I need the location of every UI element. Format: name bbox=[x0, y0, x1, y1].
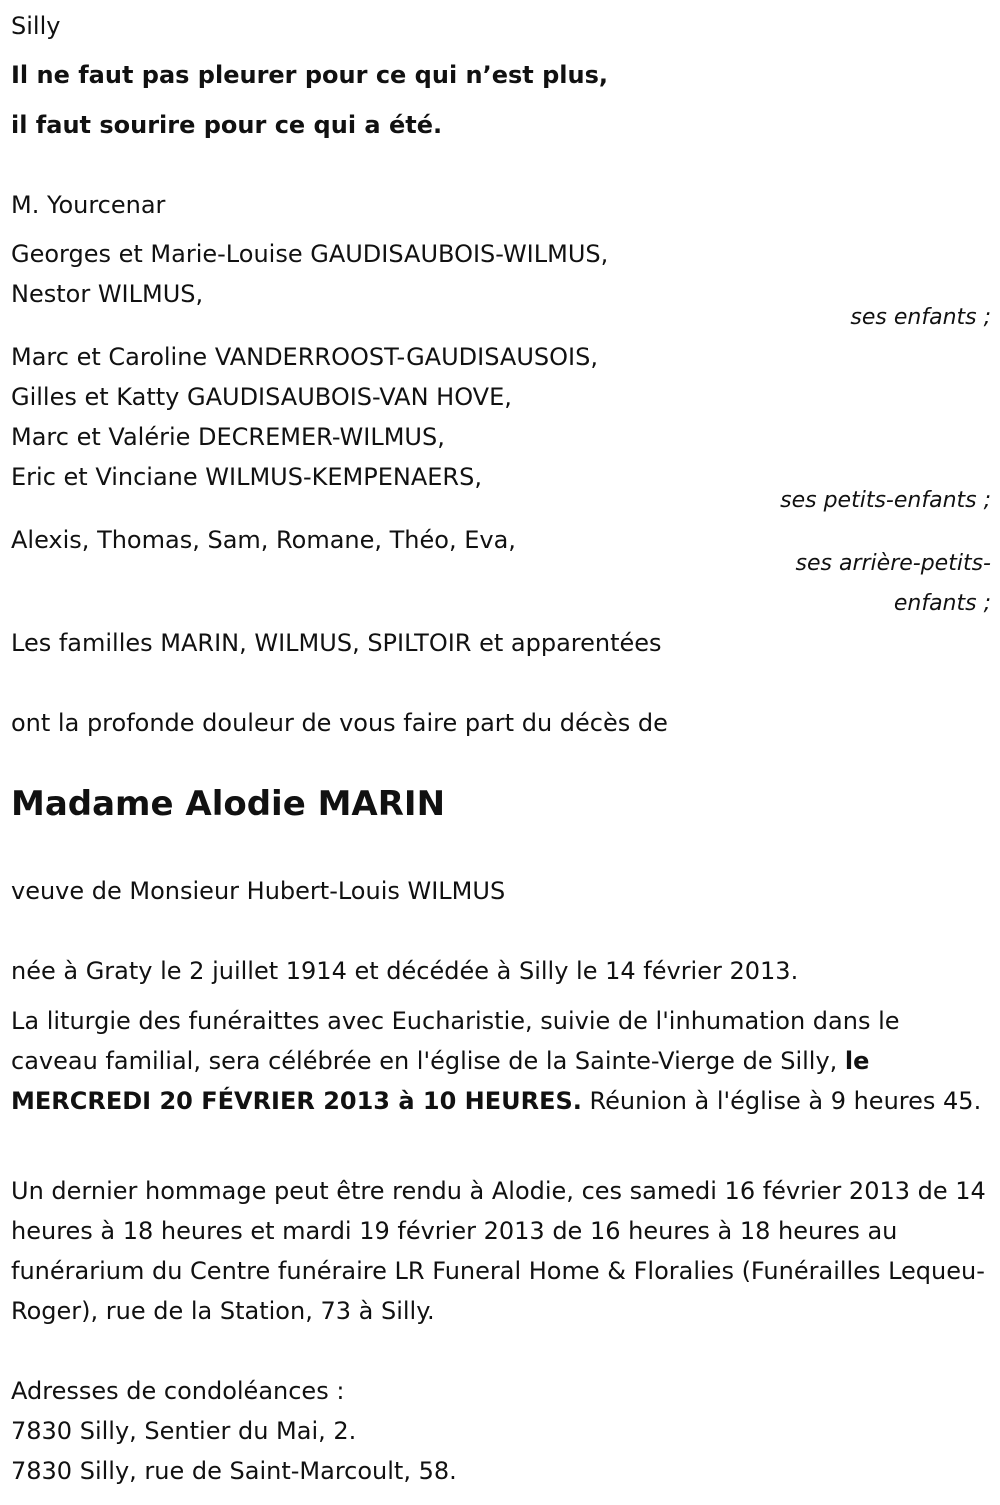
condolences-title: Adresses de condoléances : bbox=[11, 1377, 345, 1405]
quote-line-2: il faut sourire pour ce qui a été. bbox=[11, 111, 443, 139]
children-label: ses enfants ; bbox=[850, 305, 991, 330]
child-2: Nestor WILMUS, bbox=[11, 280, 204, 308]
great-grandchildren-label-1: ses arrière-petits- bbox=[795, 551, 991, 576]
grandchild-2: Gilles et Katty GAUDISAUBOIS-VAN HOVE, bbox=[11, 383, 512, 411]
families-text: Les familles MARIN, WILMUS, SPILTOIR et apparentées bbox=[11, 629, 662, 657]
quote-line-1: Il ne faut pas pleurer pour ce qui n’est plus, bbox=[11, 61, 609, 89]
ceremony-text-before: La liturgie des funéraittes avec Eucharistie, suivie de l'inhumation dans le caveau familial, sera célébrée en l'église de la Sainte-Vierge de Silly, bbox=[11, 1007, 900, 1075]
tribute-paragraph: Un dernier hommage peut être rendu à Alodie, ces samedi 16 février 2013 de 14 heures à 18 heures et mardi 19 février 2013 de 16 heures à 18 heures au funérarium du Centre funéraire LR Funeral Home & Floralies (Funérailles Lequeu-Roger), rue de la Station, 73 à Silly. bbox=[11, 1177, 986, 1325]
grandchild-3: Marc et Valérie DECREMER-WILMUS, bbox=[11, 423, 445, 451]
widow-of-text: veuve de Monsieur Hubert-Louis WILMUS bbox=[11, 877, 506, 905]
great-grandchildren: Alexis, Thomas, Sam, Romane, Théo, Eva, bbox=[11, 526, 516, 554]
ceremony-date: le MERCREDI 20 FÉVRIER 2013 à 10 HEURES. bbox=[11, 1047, 870, 1115]
quote-author: M. Yourcenar bbox=[11, 191, 166, 219]
grandchildren-label: ses petits-enfants ; bbox=[780, 488, 991, 513]
deceased-name: Madame Alodie MARIN bbox=[11, 784, 446, 824]
great-grandchildren-label-2: enfants ; bbox=[893, 591, 991, 616]
condolences-address-2: 7830 Silly, rue de Saint-Marcoult, 58. bbox=[11, 1457, 457, 1485]
condolences-address-1: 7830 Silly, Sentier du Mai, 2. bbox=[11, 1417, 357, 1445]
grandchild-1: Marc et Caroline VANDERROOST-GAUDISAUSOIS, bbox=[11, 343, 598, 371]
child-1: Georges et Marie-Louise GAUDISAUBOIS-WILMUS, bbox=[11, 240, 609, 268]
birth-death-text: née à Graty le 2 juillet 1914 et décédée à Silly le 14 février 2013. bbox=[11, 957, 799, 985]
location-text: Silly bbox=[11, 12, 61, 40]
announcement-intro: ont la profonde douleur de vous faire part du décès de bbox=[11, 709, 668, 737]
ceremony-text-after: Réunion à l'église à 9 heures 45. bbox=[581, 1087, 982, 1115]
ceremony-paragraph bbox=[11, 1001, 991, 1121]
grandchild-4: Eric et Vinciane WILMUS-KEMPENAERS, bbox=[11, 463, 482, 491]
